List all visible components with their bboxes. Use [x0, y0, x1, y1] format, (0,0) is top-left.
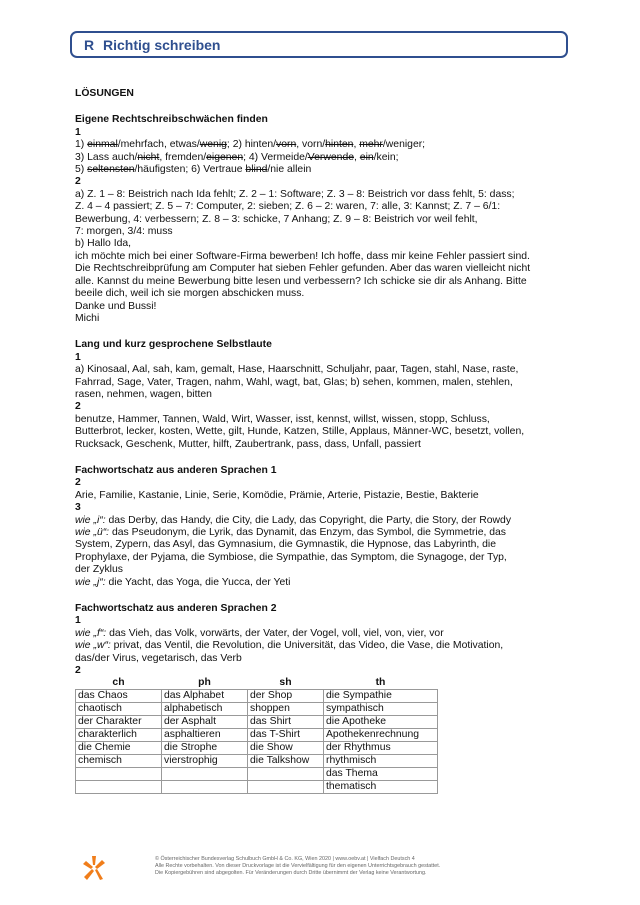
section-heading: Eigene Rechtschreibschwächen finden [75, 114, 268, 126]
task-number: 1 [75, 351, 81, 363]
answer-line: 1) einmal/mehrfach, etwas/wenig; 2) hinten/vorn, vorn/hinten, mehr/weniger; [75, 139, 426, 151]
answer-line: 5) seltensten/häufigsten; 6) Vertraue blind/nie allein [75, 164, 312, 176]
answer-line: rasen, nehmen, wagen, bitten [75, 388, 212, 400]
task-number: 3 [75, 502, 81, 514]
table-cell [248, 768, 324, 781]
spelling-table [75, 677, 438, 794]
table-cell: die Strophe [162, 742, 248, 755]
table-row [76, 690, 438, 703]
table-cell: shoppen [248, 703, 324, 716]
answer-line: 7: morgen, 3/4: muss [75, 226, 173, 238]
section-heading: Fachwortschatz aus anderen Sprachen 2 [75, 603, 277, 615]
table-cell: der Charakter [76, 716, 162, 729]
table-cell: die Sympathie [324, 690, 438, 703]
table-cell [162, 768, 248, 781]
copyright-footer [155, 856, 575, 877]
table-cell: der Asphalt [162, 716, 248, 729]
answer-line: der Zyklus [75, 564, 123, 576]
table-cell: chaotisch [76, 703, 162, 716]
answer-line: a) Kinosaal, Aal, sah, kam, gemalt, Hase, Haarschnitt, Schuljahr, paar, Tagen, stahl, Nase, raste, [75, 364, 519, 376]
table-cell: die Show [248, 742, 324, 755]
letter-line: Danke und Bussi! [75, 300, 157, 312]
answer-line: Rucksack, Geschenk, Mutter, hilft, Zaubertrank, pass, dass, Unfall, passiert [75, 438, 421, 450]
table-cell: der Shop [248, 690, 324, 703]
task-number: 1 [75, 126, 81, 138]
table-cell: chemisch [76, 755, 162, 768]
letter-line: ich möchte mich bei einer Software-Firma bewerben! Ich hoffe, dass mir keine Fehler passiert sind. [75, 250, 530, 262]
answer-line: Butterbrot, lecker, kosten, Wette, gilt, Hunde, Katzen, Stille, Applaus, Männer-WC, besetzt, vollen, [75, 426, 525, 438]
table-header: ch [76, 677, 162, 690]
table-cell [162, 781, 248, 794]
table-cell: sympathisch [324, 703, 438, 716]
table-cell: alphabetisch [162, 703, 248, 716]
table-cell [76, 781, 162, 794]
answer-line: Bewerbung, 4: verbessern; Z. 8 – 3: schicke, 7 Anhang; Z. 9 – 8: Beistrich vor weil fehlt, [75, 213, 478, 225]
answer-line: wie „w“: privat, das Ventil, die Revolution, die Universität, das Video, die Vase, die Motivation, [75, 640, 504, 652]
answer-line: Fahrrad, Sage, Vater, Tragen, nahm, Wahl, wagt, bat, Glas; b) sehen, kommen, malen, stehlen, [75, 376, 513, 388]
table-row [76, 742, 438, 755]
answer-line: wie „i“: das Derby, das Handy, die City, die Lady, das Copyright, die Party, die Story, der Rowdy [75, 514, 512, 526]
task-number: 2 [75, 477, 81, 489]
table-cell: vierstrophig [162, 755, 248, 768]
table-cell: asphaltieren [162, 729, 248, 742]
footer-line: © Österreichischer Bundesverlag Schulbuch GmbH & Co. KG, Wien 2020 | www.oebv.at | Vielfach Deutsch 4 [155, 856, 415, 862]
header-box [70, 31, 568, 58]
table-row [76, 781, 438, 794]
chapter-title: Richtig schreiben [103, 37, 221, 53]
table-row [76, 703, 438, 716]
answer-line: benutze, Hammer, Tannen, Wald, Wirt, Wasser, isst, kennst, willst, wissen, stopp, Schluss, [75, 413, 490, 425]
task-number: 2 [75, 401, 81, 413]
section-heading: Fachwortschatz aus anderen Sprachen 1 [75, 464, 277, 476]
letter-line: alle. Kannst du meine Bewerbung bitte lesen und verbessern? Ich schicke sie dir als Anhang. Bitte [75, 275, 527, 287]
chapter-letter: R [84, 37, 95, 53]
table-cell [76, 768, 162, 781]
solutions-heading: LÖSUNGEN [75, 88, 134, 99]
task-number: 1 [75, 615, 81, 627]
task-number: 2 [75, 176, 81, 188]
table-row [76, 768, 438, 781]
answer-line: wie „f“: das Vieh, das Volk, vorwärts, der Vater, der Vogel, voll, viel, von, vier, vor [75, 627, 444, 639]
answer-line: 3) Lass auch/nicht, fremden/eigenen; 4) Vermeide/Verwende, ein/kein; [75, 151, 399, 163]
answer-line: das/der Virus, vegetarisch, das Verb [75, 652, 242, 664]
table-header: ph [162, 677, 248, 690]
answer-line: System, Zypern, das Asyl, das Gymnasium, die Gymnastik, die Hypnose, das Labyrinth, die [75, 539, 497, 551]
table-cell: das Chaos [76, 690, 162, 703]
table-cell: die Talkshow [248, 755, 324, 768]
table-row [76, 729, 438, 742]
table-cell: das T-Shirt [248, 729, 324, 742]
letter-line: beeile dich, weil ich sie morgen abschicken muss. [75, 288, 305, 300]
answer-line: a) Z. 1 – 8: Beistrich nach Ida fehlt; Z. 2 – 1: Software; Z. 3 – 8: Beistrich vor dass fehlt, 5: dass; [75, 188, 515, 200]
letter-line: b) Hallo Ida, [75, 238, 132, 250]
answer-line: wie „j“: die Yacht, das Yoga, die Yucca, der Yeti [75, 576, 291, 588]
table-cell: das Alphabet [162, 690, 248, 703]
table-row [76, 716, 438, 729]
table-cell: charakterlich [76, 729, 162, 742]
table-cell: das Shirt [248, 716, 324, 729]
table-cell: der Rhythmus [324, 742, 438, 755]
task-number: 2 [75, 665, 81, 677]
table-body [76, 690, 438, 794]
table-cell: die Chemie [76, 742, 162, 755]
table-header: th [324, 677, 438, 690]
footer-line: Die Kopiergebühren sind abgegolten. Für Veränderungen durch Dritte übernimmt der Verlag keine Verantwortung. [155, 870, 427, 876]
table-cell: rhythmisch [324, 755, 438, 768]
table-header: sh [248, 677, 324, 690]
section-heading: Lang und kurz gesprochene Selbstlaute [75, 339, 272, 351]
answer-line: Z. 4 – 4 passiert; Z. 5 – 7: Computer, 2: sieben; Z. 6 – 2: waren, 7: alle, 3: Kannst; Z. 7 – 6/1: [75, 201, 501, 213]
table-row [76, 755, 438, 768]
table-cell: thematisch [324, 781, 438, 794]
table-cell: die Apotheke [324, 716, 438, 729]
answer-line: Arie, Familie, Kastanie, Linie, Serie, Komödie, Prämie, Arterie, Pistazie, Bestie, Bakterie [75, 489, 479, 501]
answer-line: wie „ü“: das Pseudonym, die Lyrik, das Dynamit, das Enzym, das Symbol, die Symmetrie, das [75, 527, 507, 538]
table-cell: das Thema [324, 768, 438, 781]
table-cell: Apothekenrechnung [324, 729, 438, 742]
table-cell [248, 781, 324, 794]
answer-line: Prophylaxe, der Pyjama, die Symbiose, die Sympathie, das Symptom, die Synagoge, der Typ, [75, 551, 507, 563]
letter-line: Die Rechtschreibprüfung am Computer hat sieben Fehler gefunden. Aber das waren vielleicht nicht [75, 263, 531, 275]
publisher-logo-icon [83, 856, 105, 880]
solutions-content [75, 88, 565, 794]
footer-line: Alle Rechte vorbehalten. Von dieser Druckvorlage ist die Vervielfältigung für den eigenen Unterrichtsgebrauch gestattet. [155, 863, 441, 869]
letter-line: Michi [75, 312, 100, 324]
